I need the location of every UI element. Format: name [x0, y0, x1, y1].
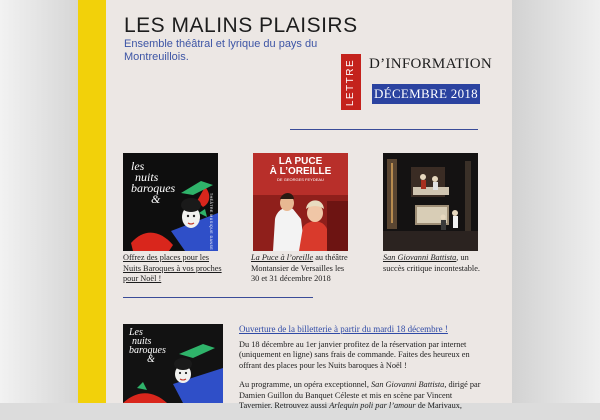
article-paragraph-1: Du 18 décembre au 1er janvier profitez de la réservation par internet (uniquement en ligne) sans frais de commande. Faites des heureux en offrant des places pour les Nuits baroques à Noël ! [239, 340, 470, 370]
poster-line: Les [129, 327, 143, 338]
poster-line: baroques [131, 181, 176, 195]
divider-middle [123, 297, 313, 298]
background-right [512, 0, 600, 403]
poster-line: baroques [129, 345, 166, 356]
poster-line: nuits [132, 336, 152, 347]
poster-title [253, 157, 348, 183]
card-san-giovanni-link[interactable]: San Giovanni Battista [383, 253, 457, 262]
background-left [0, 0, 78, 403]
information-label: D’INFORMATION [369, 56, 493, 72]
poster-line: les [131, 159, 145, 173]
card-nuits-baroques-caption[interactable] [123, 253, 223, 285]
article-text: de Marivaux, [415, 401, 462, 411]
card-la-puce-image[interactable] [253, 153, 348, 251]
yellow-side-bar [78, 0, 106, 403]
lettre-tag [341, 54, 361, 110]
newsletter-subtitle: Ensemble théâtral et lyrique du pays du Montreuillois. [124, 38, 318, 63]
card-san-giovanni-caption [383, 253, 483, 274]
san-giovanni-stage-photo [383, 153, 478, 251]
poster-line: nuits [135, 170, 159, 184]
card-san-giovanni-caption-text: , un succès critique incontestable. [383, 253, 480, 273]
poster-lettering [131, 161, 175, 205]
poster-line: & [151, 192, 161, 206]
article-paragraph-2 [239, 380, 487, 411]
article-text: , dirigé par Damien Guillon du Banquet Céleste et mis en scène par Vincent Tavernier. Retrouvez aussi [239, 380, 481, 411]
newsletter-title: LES MALINS PLAISIRS [124, 14, 358, 37]
lettre-tag-label: LETTRE [345, 58, 357, 106]
article-work-title: San Giovanni Battista [371, 380, 445, 390]
article-body [239, 340, 487, 420]
article-work-title: Arlequin poli par l’amour [329, 401, 416, 411]
article-text: Au programme, un opéra exceptionnel, [239, 380, 372, 390]
poster-side-text: THÉÂTRE MUSIQUE DANSE [209, 193, 213, 251]
article-image[interactable] [123, 324, 223, 403]
article-poster-lettering [129, 328, 166, 364]
card-la-puce-caption [251, 253, 351, 285]
poster-title-line: LA PUCE [278, 156, 323, 167]
poster-line: & [147, 354, 155, 365]
card-nuits-baroques-image[interactable] [123, 153, 218, 251]
poster-title-line: À L’OREILLE [269, 166, 332, 177]
article-title-link[interactable]: Ouverture de la billetterie à partir du mardi 18 décembre ! [239, 324, 448, 334]
issue-month-badge: DÉCEMBRE 2018 [372, 84, 480, 104]
card-la-puce-caption-text: au théâtre Montansier de Versailles les 30 et 31 décembre 2018 [251, 253, 348, 284]
card-nuits-baroques-link[interactable]: Offrez des places pour les Nuits Baroques à vos proches pour Noël ! [123, 253, 222, 284]
poster-subtitle: DE GEORGES FEYDEAU [277, 177, 324, 182]
card-san-giovanni-image[interactable] [383, 153, 478, 251]
divider-top [290, 129, 478, 130]
card-la-puce-link[interactable]: La Puce à l’oreille [251, 253, 314, 262]
